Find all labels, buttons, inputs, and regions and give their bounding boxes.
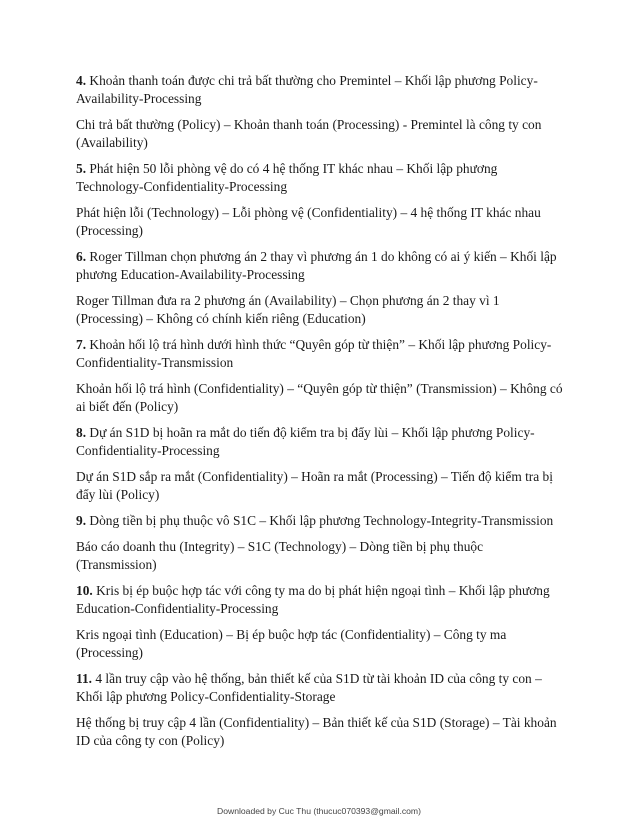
item-6-detail: Roger Tillman đưa ra 2 phương án (Availability) – Chọn phương án 2 thay vì 1 (Processing) – Không có chính kiến riêng (Education): [76, 293, 500, 326]
item-title-text: Dòng tiền bị phụ thuộc vô S1C – Khối lập phương Technology-Integrity-Transmission: [89, 513, 554, 528]
item-5-detail: Phát hiện lỗi (Technology) – Lỗi phòng vệ (Confidentiality) – 4 hệ thống IT khác nhau (Processing): [76, 205, 541, 238]
item-title-text: Phát hiện 50 lỗi phòng vệ do có 4 hệ thống IT khác nhau – Khối lập phương Technology-Confidentiality-Processing: [76, 161, 498, 194]
item-title-text: Dự án S1D bị hoãn ra mắt do tiến độ kiểm tra bị đẩy lùi – Khối lập phương Policy-Confidentiality-Processing: [76, 425, 535, 458]
item-10-detail: Kris ngoại tình (Education) – Bị ép buộc hợp tác (Confidentiality) – Công ty ma (Processing): [76, 627, 507, 660]
item-title-text: Kris bị ép buộc hợp tác với công ty ma do bị phát hiện ngoại tình – Khối lập phương Education-Confidentiality-Processing: [76, 583, 550, 616]
item-number: 10.: [76, 583, 93, 598]
item-9-title: [76, 512, 566, 530]
item-number: 6.: [76, 249, 87, 264]
item-11-title: [76, 670, 566, 706]
item-number: 5.: [76, 161, 87, 176]
item-7-title: [76, 336, 566, 372]
download-footer: Downloaded by Cuc Thu (thucuc070393@gmail.com): [217, 806, 421, 816]
item-6-title: [76, 248, 566, 284]
item-number: 7.: [76, 337, 87, 352]
item-10-title: [76, 582, 566, 618]
item-9-detail: Báo cáo doanh thu (Integrity) – S1C (Technology) – Dòng tiền bị phụ thuộc (Transmission): [76, 539, 484, 572]
item-4-title: [76, 72, 566, 108]
item-8-detail: Dự án S1D sắp ra mắt (Confidentiality) – Hoãn ra mắt (Processing) – Tiến độ kiểm tra bị đẩy lùi (Policy): [76, 469, 553, 502]
item-title-text: Roger Tillman chọn phương án 2 thay vì phương án 1 do không có ai ý kiến – Khối lập phương Education-Availability-Processing: [76, 249, 557, 282]
item-7-detail: Khoản hối lộ trá hình (Confidentiality) – “Quyên góp từ thiện” (Transmission) – Không có ai biết đến (Policy): [76, 381, 563, 414]
item-11-detail: Hệ thống bị truy cập 4 lần (Confidentiality) – Bản thiết kế của S1D (Storage) – Tài khoản ID của công ty con (Policy): [76, 715, 557, 748]
item-title-text: Khoản thanh toán được chi trả bất thường cho Premintel – Khối lập phương Policy-Availability-Processing: [76, 73, 538, 106]
item-title-text: 4 lần truy cập vào hệ thống, bản thiết kế của S1D từ tài khoản ID của công ty con – Khối lập phương Policy-Confidentiality-Storage: [76, 671, 542, 704]
item-8-title: [76, 424, 566, 460]
item-5-title: [76, 160, 566, 196]
item-number: 4.: [76, 73, 87, 88]
item-number: 9.: [76, 513, 87, 528]
item-number: 8.: [76, 425, 87, 440]
item-4-detail: Chi trả bất thường (Policy) – Khoản thanh toán (Processing) - Premintel là công ty con (Availability): [76, 117, 542, 150]
document-body: [76, 72, 566, 758]
item-title-text: Khoản hối lộ trá hình dưới hình thức “Quyên góp từ thiện” – Khối lập phương Policy-Confidentiality-Transmission: [76, 337, 552, 370]
item-number: 11.: [76, 671, 92, 686]
